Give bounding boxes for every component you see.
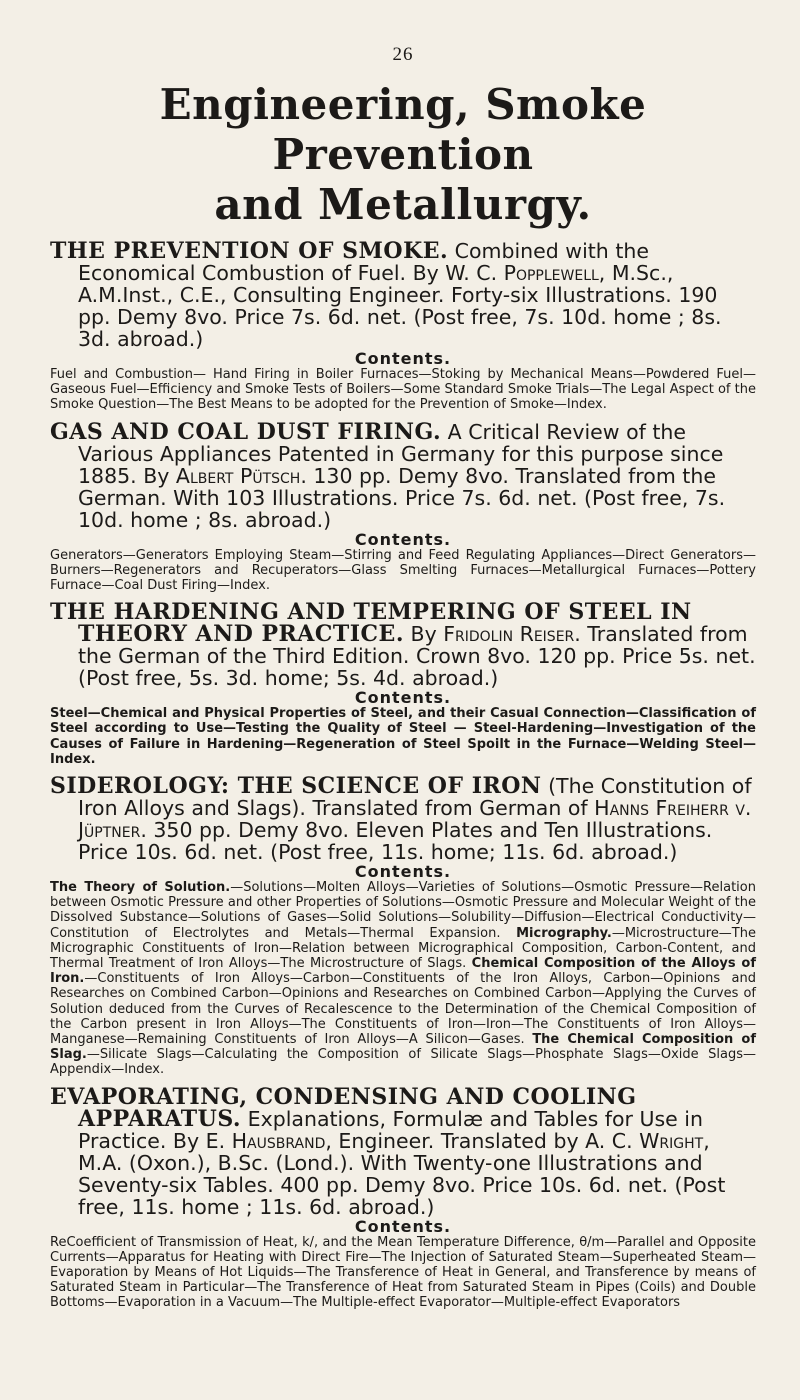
contents-heading: Contents. <box>354 1216 452 1236</box>
contents-list: Fuel and Combustion— Hand Firing in Boiler Furnaces—Stoking by Mechanical Means—Powdered Fuel—Gaseous Fuel—Efficiency and Smoke Tests of Boilers—Some Standard Smoke Trials—The Legal Aspect of the Smoke Question—The Best Means to be adopted for the Prevention of Smoke—Index. <box>50 367 756 413</box>
description-text: Engineer. Translated by A. C. <box>331 1128 640 1153</box>
book-title: SIDEROLOGY: THE SCIENCE OF IRON <box>50 773 542 800</box>
contents-list: ReCoefficient of Transmission of Heat, k/, and the Mean Temperature Difference, θ/m—Parallel and Opposite Currents—Apparatus for Heating with Direct Fire—The Injection of Saturated Steam—Superheated Steam—Evaporation by Means of Hot Liquids—The Transference of Heat in General, and Transference by means of Saturated Steam in Particular—The Transference of Heat from Saturated Steam in Pipes (Coils) and Double Bottoms—Evaporation in a Vacuum—The Multiple-effect Evaporator—Multiple-effect Evaporators <box>50 1234 756 1311</box>
contents-section-text: —Solutions—Molten Alloys—Varieties of Solutions—Osmotic Pressure—Relation between Osmotic Pressure and other Properties of Solutions—Osmotic Pressure and Molecular Weight of the Dissolved Substance—Solutions of Gases—Solid Solutions—Solubility—Diffusion—Electrical Conductivity—Constitution of Electrolytes and Metals—Thermal Expansion. <box>50 880 756 941</box>
contents-heading: Contents. <box>354 862 452 882</box>
author-name: Fridolin Reiser. <box>443 622 581 647</box>
contents-list: Generators—Generators Employing Steam—Stirring and Feed Regulating Appliances—Direct Generators—Burners—Regenerators and Recuperators—Glass Smelting Furnaces—Metallurgical Furnaces—Pottery Furnace—Coal Dust Firing—Index. <box>50 547 756 594</box>
description-text: Translated from the German of the Third Edition. Crown 8vo. 120 pp. Price 5s. net. (Post free, 5s. 3d. home; 5s. 4d. abroad.) <box>78 622 756 691</box>
book-entry-gas-and-coal-dust-firing <box>50 418 756 594</box>
contents-list <box>50 880 756 1078</box>
book-entry-hardening-and-tempering-of-steel <box>50 601 756 767</box>
contents-section-text: —Constituents of Iron Alloys—Carbon—Constituents of the Iron Alloys, Carbon—Opinions and Researches on Combined Carbon—Opinions and Researches on Combined Carbon—Applying the Curves of Solution deduced from the Curves of Recalescence to the Determination of the Chemical Composition of the Carbon present in Iron Alloys—The Constituents of Iron—Iron—The Constituents of Iron Alloys—Manganese—Remaining Constituents of Iron Alloys—A Silicon—Gases. <box>50 971 756 1048</box>
description-text: (The Constitution of Iron Alloys and Slags). Translated from German of <box>78 774 752 821</box>
author-name: Albert Pütsch. <box>175 463 307 488</box>
contents-heading: Contents. <box>354 529 452 549</box>
page-number: 26 <box>392 44 414 65</box>
contents-section-heading: The Theory of Solution. <box>50 880 231 896</box>
description-text: By <box>403 622 444 647</box>
contents-heading: Contents. <box>354 349 452 368</box>
book-description <box>50 418 756 532</box>
description-text: 130 pp. Demy 8vo. Translated from the German. With 103 Illustrations. Price 7s. 6d. net. (Post free, 7s. 10d. home ; 8s. abroad.) <box>78 463 726 532</box>
author-name: Hausbrand, <box>231 1128 332 1153</box>
contents-section-text: —Silicate Slags—Calculating the Composition of Silicate Slags—Phosphate Slags—Oxide Slags—Appendix—Index. <box>50 1047 756 1078</box>
book-title: EVAPORATING, CONDENSING AND COOLING APPARATUS. <box>50 1083 637 1132</box>
description-text: Explanations, Formulæ and Tables for Use in Practice. By E. <box>78 1106 703 1153</box>
contents-section-heading: Chemical Composition of the Alloys of Iron. <box>50 956 757 987</box>
contents-section-text: —Microstructure—The Micrographic Constituents of Iron—Relation between Micrographical Composition, Carbon-Content, and Thermal Treatment of Iron Alloys—The Microstructure of Slags. <box>50 925 756 972</box>
contents-section-heading: Micrography. <box>516 925 612 941</box>
book-description <box>50 601 756 689</box>
contents-list: Steel—Chemical and Physical Properties of Steel, and their Casual Connection—Classification of Steel according to Use—Testing the Quality of Steel — Steel-Hardening—Investigation of the Causes of Failure in Hardening—Regeneration of Steel Spoilt in the Furnace—Welding Steel—Index. <box>50 706 756 767</box>
description-text: M.Sc., A.M.Inst., C.E., Consulting Engineer. Forty-six Illustrations. 190 pp. Demy 8vo. Price 7s. 6d. net. (Post free, 7s. 10d. home ; 8s. 3d. abroad.) <box>78 261 722 351</box>
contents-section-heading: The Chemical Composition of Slag. <box>50 1032 756 1063</box>
book-title: THE PREVENTION OF SMOKE. <box>50 238 449 264</box>
book-entry-evaporating-condensing-cooling <box>50 1083 756 1311</box>
contents-heading: Contents. <box>354 688 452 708</box>
author-name: Popplewell, <box>503 261 606 285</box>
page-title-line2: and Metallurgy. <box>214 180 592 229</box>
book-entry-prevention-of-smoke <box>50 240 756 413</box>
description-text: 350 pp. Demy 8vo. Eleven Plates and Ten Illustrations. Price 10s. 6d. net. (Post free, 11s. home; 11s. 6d. abroad.) <box>78 818 713 865</box>
author-name: Hanns Freiherr v. Jüptner. <box>78 796 752 843</box>
book-title: GAS AND COAL DUST FIRING. <box>50 418 442 445</box>
description-text: A Critical Review of the Various Appliances Patented in Germany for this purpose since 1885. By <box>78 419 724 488</box>
description-text: M.A. (Oxon.), B.Sc. (Lond.). With Twenty-one Illustrations and Seventy-six Tables. 400 pp. Demy 8vo. Price 10s. 6d. net. (Post free, 11s. home ; 11s. 6d. abroad.) <box>78 1150 726 1219</box>
book-description <box>50 1083 756 1219</box>
page-title-line1: Engineering, Smoke Prevention <box>159 80 647 179</box>
book-title: THE HARDENING AND TEMPERING OF STEEL IN THEORY AND PRACTICE. <box>50 599 692 648</box>
book-entry-siderology <box>50 775 756 1078</box>
page-title <box>50 80 756 230</box>
book-description <box>50 775 756 863</box>
description-text: Combined with the Economical Combustion of Fuel. By W. C. <box>78 239 649 285</box>
book-description <box>50 240 756 350</box>
translator-name: Wright, <box>639 1128 710 1153</box>
